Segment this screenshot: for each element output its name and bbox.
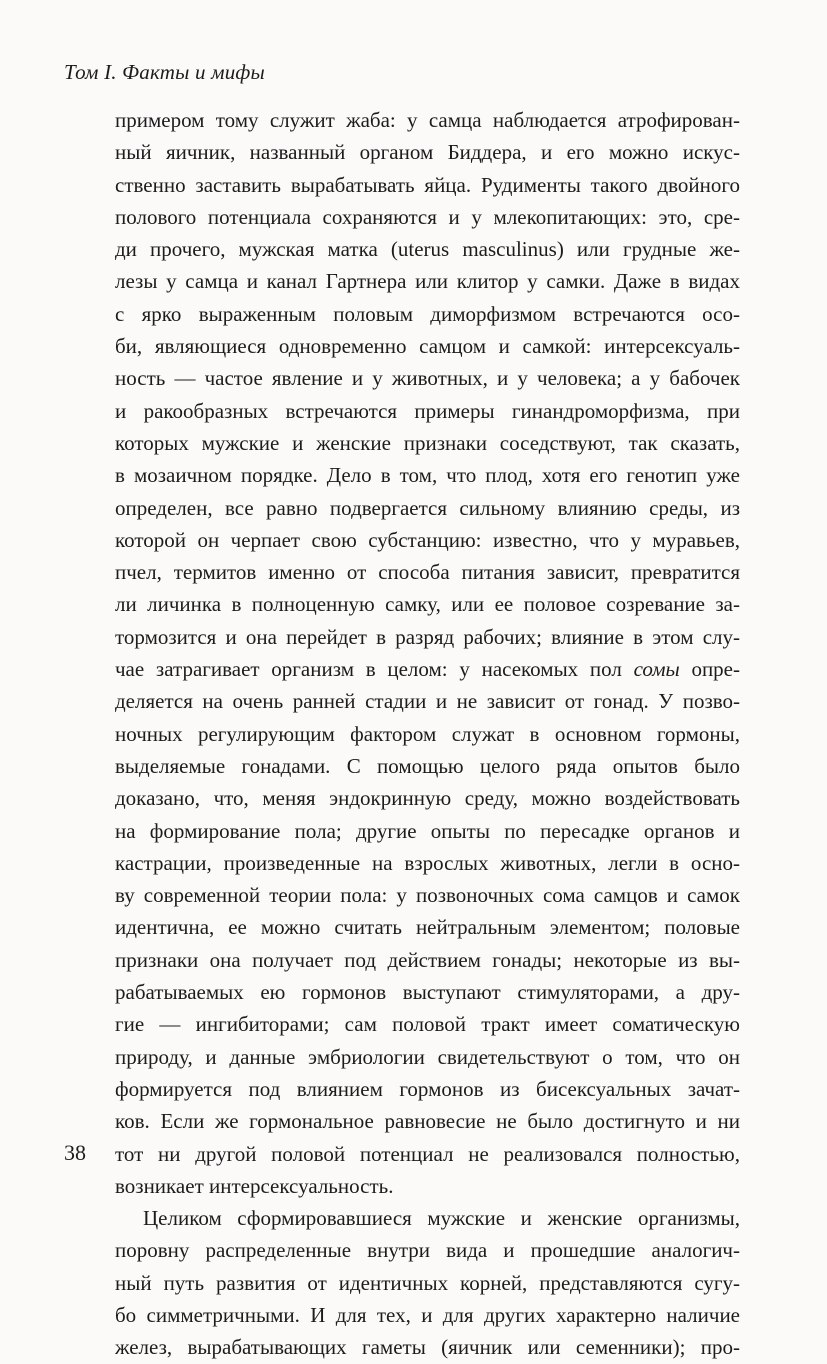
text-line [115, 1073, 740, 1105]
text-segment: и ракообразных встречаются примеры гинандроморфизма, при [115, 398, 740, 423]
text-segment: полового потенциала сохраняются и у млекопитающих: это, сре- [115, 204, 740, 229]
text-segment: формируется под влиянием гормонов из бисексуальных зачат- [115, 1076, 740, 1101]
text-line [115, 621, 740, 653]
text-line [115, 782, 740, 814]
body-text [115, 104, 740, 1364]
text-segment: деляется на очень ранней стадии и не зависит от гонад. У позво- [115, 689, 740, 714]
text-segment: би, являющиеся одновременно самцом и самкой: интерсексуаль- [115, 334, 740, 359]
text-segment: чае затрагивает организм в целом: у насекомых пол [115, 657, 634, 682]
text-line [115, 815, 740, 847]
text-segment: ков. Если же гормональное равновесие не было достигнуто и ни [115, 1109, 740, 1134]
page-number: 38 [64, 1140, 86, 1165]
text-segment: признаки она получает под действием гонады; некоторые из вы- [115, 947, 740, 972]
text-line [115, 201, 740, 233]
text-segment: определен, все равно подвергается сильному влиянию среды, из [115, 495, 740, 520]
text-line [115, 911, 740, 943]
text-segment: Целиком сформировавшиеся мужские и женские организмы, [143, 1206, 740, 1231]
text-segment: рабатываемых ею гормонов выступают стимуляторами, а дру- [115, 980, 740, 1005]
text-line [115, 685, 740, 717]
text-line [115, 459, 740, 491]
text-segment: лезы у самца и канал Гартнера или клитор у самки. Даже в видах [115, 269, 740, 294]
text-segment: доказано, что, меняя эндокринную среду, можно воздействовать [115, 786, 740, 811]
text-line [115, 879, 740, 911]
text-segment: тормозится и она перейдет в разряд рабочих; влияние в этом слу- [115, 624, 740, 649]
text-segment: бо симметричными. И для тех, и для других характерно наличие [115, 1302, 740, 1327]
text-segment: ственно заставить вырабатывать яйца. Рудименты такого двойного [115, 172, 740, 197]
text-line [115, 1138, 740, 1170]
text-segment: в мозаичном порядке. Дело в том, что плод, хотя его генотип уже [115, 463, 740, 488]
text-line [115, 492, 740, 524]
text-line [115, 395, 740, 427]
text-line [115, 104, 740, 136]
text-line [115, 847, 740, 879]
text-line [115, 1008, 740, 1040]
text-line [115, 976, 740, 1008]
text-line [115, 1299, 740, 1331]
text-line [115, 1041, 740, 1073]
text-segment: ность — частое явление и у животных, и у человека; а у бабочек [115, 366, 740, 391]
text-line [115, 265, 740, 297]
text-line [115, 1331, 740, 1363]
text-segment: пчел, термитов именно от способа питания зависит, превратится [115, 560, 740, 585]
text-segment: возникает интерсексуальность. [115, 1173, 394, 1198]
text-segment: ву современной теории пола: у позвоночных сома самцов и самок [115, 883, 740, 908]
text-line [115, 330, 740, 362]
text-segment: с ярко выраженным половым диморфизмом встречаются осо- [115, 301, 740, 326]
text-line [115, 588, 740, 620]
text-segment: идентична, ее можно считать нейтральным элементом; половые [115, 915, 740, 940]
text-segment: ный путь развития от идентичных корней, представляются сугу- [115, 1270, 740, 1295]
text-line [115, 556, 740, 588]
text-segment: кастрации, произведенные на взрослых животных, легли в осно- [115, 850, 740, 875]
text-segment: желез, вырабатывающих гаметы (яичник или семенники); про- [115, 1335, 740, 1360]
text-line [115, 136, 740, 168]
text-segment: которой он черпает свою субстанцию: известно, что у муравьев, [115, 527, 740, 552]
paragraph [115, 1202, 740, 1363]
paragraph [115, 104, 740, 1202]
running-head: Том I. Факты и мифы [64, 60, 265, 84]
text-line [115, 1234, 740, 1266]
text-line [115, 1170, 740, 1202]
text-line [115, 169, 740, 201]
text-line [115, 1202, 740, 1234]
text-line [115, 1105, 740, 1137]
text-segment: ли личинка в полноценную самку, или ее половое созревание за- [115, 592, 740, 617]
text-segment: ный яичник, названный органом Биддера, и его можно искус- [115, 140, 740, 165]
text-line [115, 653, 740, 685]
text-line [115, 298, 740, 330]
text-segment: на формирование пола; другие опыты по пересадке органов и [115, 818, 740, 843]
text-segment: опре- [679, 657, 740, 682]
text-segment: примером тому служит жаба: у самца наблюдается атрофирован- [115, 108, 740, 132]
text-segment: тот ни другой половой потенциал не реализовался полностью, [115, 1141, 740, 1166]
text-segment: природу, и данные эмбриологии свидетельствуют о том, что он [115, 1044, 740, 1069]
text-line [115, 427, 740, 459]
text-line [115, 944, 740, 976]
text-segment: поровну распределенные внутри вида и прошедшие аналогич- [115, 1238, 740, 1263]
text-segment: которых мужские и женские признаки соседствуют, так сказать, [115, 430, 740, 455]
text-line [115, 362, 740, 394]
text-line [115, 524, 740, 556]
text-segment: гие — ингибиторами; сам половой тракт имеет соматическую [115, 1012, 740, 1037]
text-line [115, 718, 740, 750]
text-segment: ди прочего, мужская матка (uterus masculinus) или грудные же- [115, 237, 740, 262]
text-line [115, 750, 740, 782]
text-segment: ночных регулирующим фактором служат в основном гормоны, [115, 721, 740, 746]
text-line [115, 233, 740, 265]
italic-term: сомы [633, 657, 680, 682]
text-segment: выделяемые гонадами. С помощью целого ряда опытов было [115, 753, 740, 778]
text-line [115, 1267, 740, 1299]
